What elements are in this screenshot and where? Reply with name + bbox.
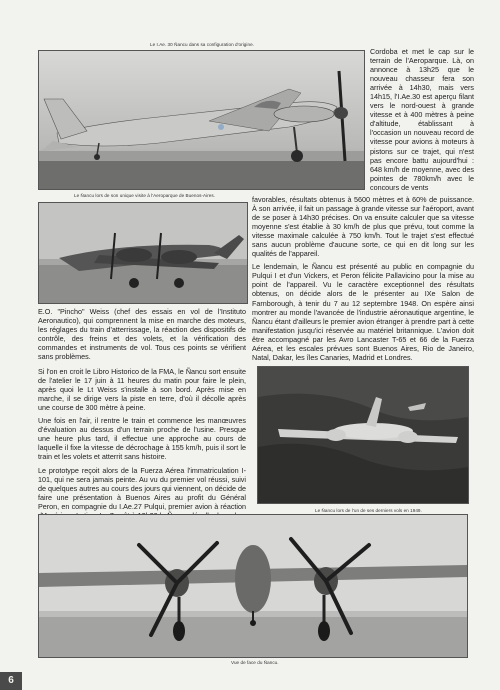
photo-plane-in-flight [257,366,469,504]
paragraph-right-mid2: Le lendemain, le Ñancu est présenté au public en compagnie du Pulqui I et d'un Vickers, et Peron félicite Pallavicino pour la mise au point de l'appareil. Vu le caractère exceptionnel des résultats obtenus, on décide alors de le présenter au IXe Salon de Farnborough, à tenir du 7 au 12 septembre 1948. On espère ainsi montrer au monde l'avancée de l'industrie aéronautique argentine, le Ñancu étant d'ailleurs le premier avion étranger à prendre part à cette manifestation jusqu'ici réservée au matériel britannique. L'avion doit être accompagné par les Avro Lancaster T-65 et 66 de la Fuerza Aérea, et les escales prévues sont Buenos Aires, Rio de Janeiro, Natal, Dakar, les îles Canaries, Madrid et Londres. [252,262,474,362]
plane-flight-illustration [258,367,468,503]
text-right-top: Cordoba et met le cap sur le terrain de l'Aeroparque. Là, on annonce à 13h25 que le nouveau chasseur fera son arrivée à 14h30, mais vers 14h15, l'I.Ae.30 est aperçu filant vers le nord-ouest à grande vitesse et à 400 mètres à peine d'altitude, établissant à l'occasion un nouveau record de vitesse pour avions à moteurs à pistons sur ce trajet, qui n'est pas encore battu aujourd'hui : 648 km/h de moyenne, avec des pointes de 780km/h avec le concours de vents [370,47,474,192]
page-number: 6 [0,672,22,690]
paragraph-left-1: E.O. "Pincho" Weiss (chef des essais en vol de l'Instituto Aeronautico), qui comprennent la mise en marche des moteurs, les réglages du train d'atterrissage, la réaction des dispositifs de contrôle, des freins et des volets, et la vérification des commandes et instruments de vol. Tous ces points se vérifient sans problèmes. [38,307,246,362]
photo-plane-side-view [38,50,365,190]
paragraph-left-3: Une fois en l'air, il rentre le train et commence les manœuvres d'évaluation au dessus d'un terrain proche de l'usine. Presque une heure plus tard, il effectue une approche au cours de laquelle il fixe la vitesse de décrochage à 155 km/h, puis il sort le train et les volets et atterrit sans histoire. [38,415,246,461]
photo3-caption: Le Ñancu lors de l'un de ses derniers vols en 1949. [315,508,422,513]
photo-plane-front-view [38,514,468,658]
photo4-caption: Vue de face du Ñancu. [231,660,279,665]
plane-side-illustration [39,51,364,189]
text-right-mid [252,195,474,365]
photo1-caption: Le I.Ae. 30 Ñancu dans sa configuration d'origine. [150,42,254,47]
paragraph-left-2: Si l'on en croit le Libro Historico de la FMA, le Ñancu sort ensuite de l'atelier le 17 juin à 11 heures du matin pour faire le plein, après quoi le Lt Weiss s'installe à son bord. Après mise en marche, il se dirige vers la piste en terre, d'où il décolle après une course de 300 mètre à peine. [38,367,246,413]
plane-front-illustration [39,515,467,657]
paragraph-left-4: Le prototype reçoit alors de la Fuerza Aérea l'immatriculation I-101, qui ne sera jamais peinte. Au vu du premier vol réussi, suivi de quelques autres au cours des jours qui viennent, on décide de faire une présentation à Buenos Aires au profit du Général Peron, en compagnie du I.Ae.27 Pulqui, premier avion à réaction [38,465,246,511]
paragraph-right-mid: favorables, résultats obtenus à 5600 mètres et à 60% de puissance. À son arrivée, il fait un passage à grande vitesse sur l'aéroport, avant de se poser à 14h30 précises. On va ensuite calculer que sa vitesse moyenne s'est établie à 30 km/h de plus que prévu, tout comme la vitesse maximale calculée à 750 km/h. Tout le trajet s'est effectué sans aucun problème d'aucune sorte, ce qui en dit long sur les qualités de l'appareil. [252,195,474,259]
text-left-column [38,307,246,523]
photo-plane-on-ground [38,202,248,304]
plane-ground-illustration [39,203,247,303]
photo2-caption: Le Ñancu lors de son unique visite à l'Aeroparque de Buenos-Aires. [74,193,216,198]
